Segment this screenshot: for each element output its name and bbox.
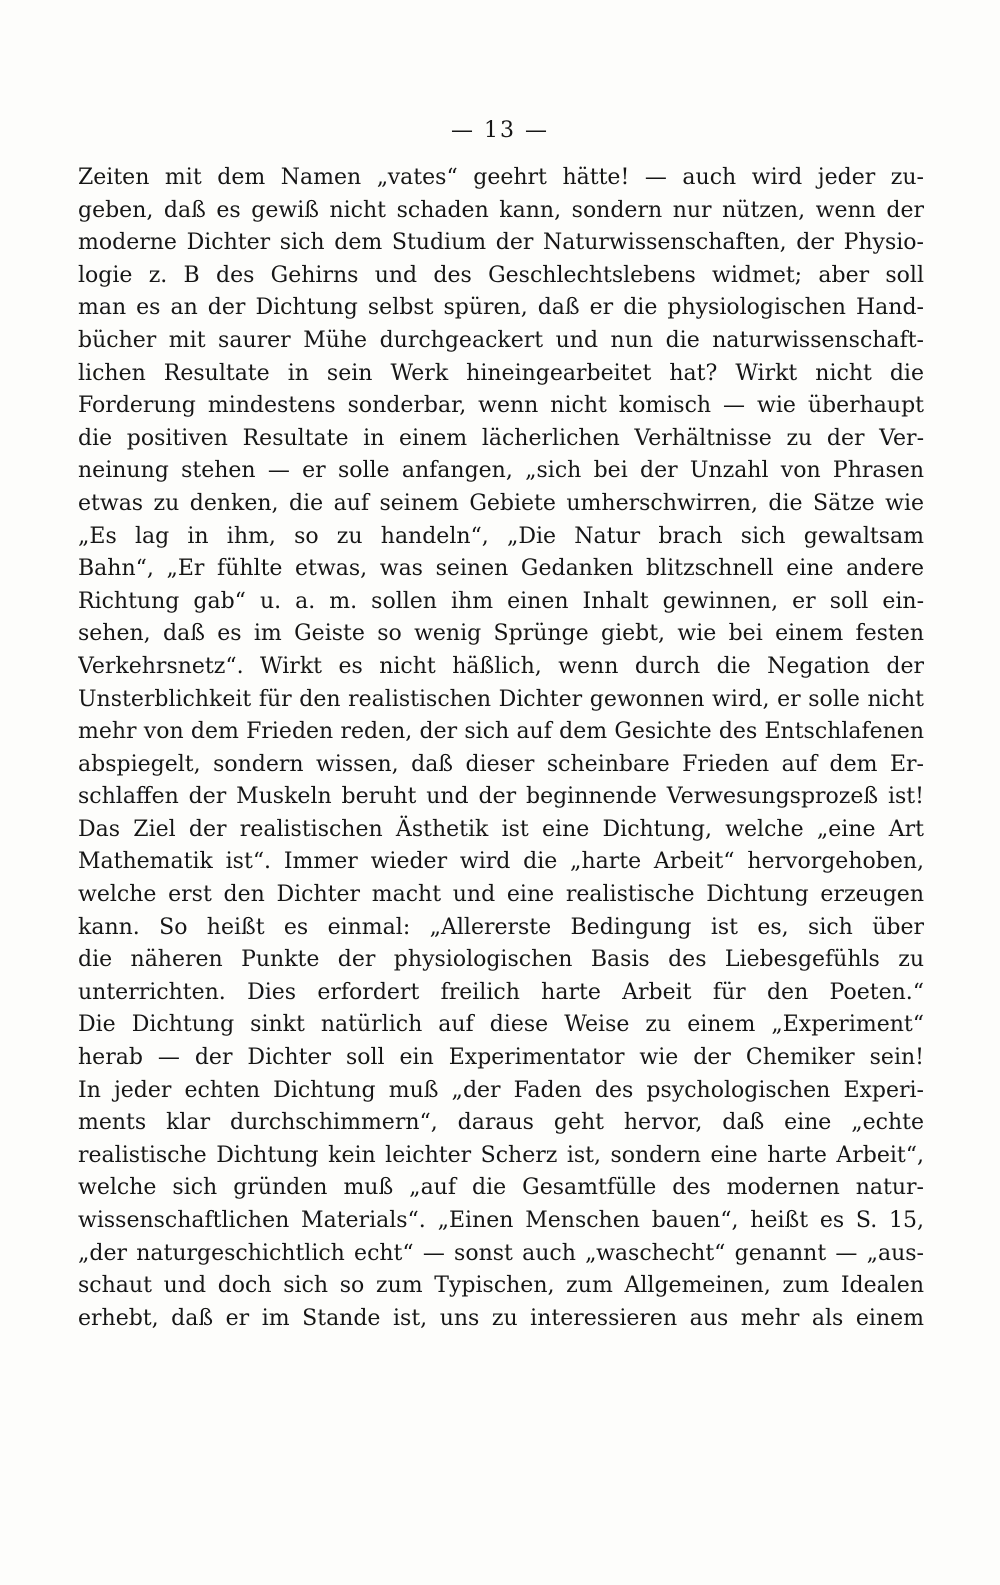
text-line: „der naturgeschichtlich echt“ — sonst auch „waschecht“ genannt — „aus- [78, 1240, 924, 1266]
text-line: abspiegelt, sondern wissen, daß dieser scheinbare Frieden auf dem Er- [78, 751, 924, 777]
text-line: sehen, daß es im Geiste so wenig Sprünge giebt, wie bei einem festen [78, 621, 924, 647]
text-line: Verkehrsnetz“. Wirkt es nicht häßlich, wenn durch die Negation der [78, 653, 924, 679]
text-line: schaut und doch sich so zum Typischen, zum Allgemeinen, zum Idealen [78, 1273, 924, 1299]
text-line: Mathematik ist“. Immer wieder wird die „harte Arbeit“ hervorgehoben, [78, 849, 924, 875]
page-number: — 13 — [451, 118, 549, 143]
text-line: In jeder echten Dichtung muß „der Faden des psychologischen Experi- [78, 1077, 924, 1103]
text-line: welche erst den Dichter macht und eine realistische Dichtung erzeugen [78, 882, 924, 908]
text-line: die näheren Punkte der physiologischen Basis des Liebesgefühls zu [78, 947, 924, 973]
text-line: bücher mit saurer Mühe durchgeackert und nun die naturwissenschaft- [78, 327, 924, 353]
text-line: Unsterblichkeit für den realistischen Dichter gewonnen wird, er solle nicht [78, 686, 924, 712]
text-line: man es an der Dichtung selbst spüren, daß er die physiologischen Hand- [78, 295, 924, 321]
text-line: erhebt, daß er im Stande ist, uns zu interessieren aus mehr als einem [78, 1305, 924, 1331]
text-line: Bahn“, „Er fühlte etwas, was seinen Gedanken blitzschnell eine andere [78, 556, 924, 582]
text-line: wissenschaftlichen Materials“. „Einen Menschen bauen“, heißt es S. 15, [78, 1208, 924, 1233]
text-line: Forderung mindestens sonderbar, wenn nicht komisch — wie überhaupt [78, 393, 924, 419]
text-line: neinung stehen — er solle anfangen, „sich bei der Unzahl von Phrasen [78, 458, 924, 484]
text-line: schlaffen der Muskeln beruht und der beginnende Verwesungsprozeß ist! [78, 784, 924, 810]
text-line: Richtung gab“ u. a. m. sollen ihm einen Inhalt gewinnen, er soll ein- [78, 588, 924, 614]
text-line: herab — der Dichter soll ein Experimentator wie der Chemiker sein! [78, 1045, 924, 1071]
text-line: realistische Dichtung kein leichter Scherz ist, sondern eine harte Arbeit“, [78, 1142, 924, 1168]
text-line: die positiven Resultate in einem lächerlichen Verhältnisse zu der Ver- [78, 425, 924, 451]
text-line: etwas zu denken, die auf seinem Gebiete umherschwirren, die Sätze wie [78, 490, 924, 516]
text-line: Das Ziel der realistischen Ästhetik ist eine Dichtung, welche „eine Art [78, 816, 924, 842]
text-line: lichen Resultate in sein Werk hineingearbeitet hat? Wirkt nicht die [78, 360, 924, 386]
text-line: geben, daß es gewiß nicht schaden kann, sondern nur nützen, wenn der [78, 197, 924, 223]
text-line: moderne Dichter sich dem Studium der Naturwissenschaften, der Physio- [78, 230, 924, 256]
text-line: Zeiten mit dem Namen „vates“ geehrt hätte! — auch wird jeder zu- [78, 165, 924, 190]
text-line: ments klar durchschimmern“, daraus geht hervor, daß eine „echte [78, 1110, 924, 1136]
text-line: Die Dichtung sinkt natürlich auf diese Weise zu einem „Experiment“ [78, 1012, 924, 1038]
text-line: kann. So heißt es einmal: „Allererste Bedingung ist es, sich über [78, 914, 924, 940]
text-line: welche sich gründen muß „auf die Gesamtfülle des modernen natur- [78, 1175, 924, 1201]
text-line: unterrichten. Dies erfordert freilich harte Arbeit für den Poeten.“ [78, 979, 924, 1005]
text-line: logie z. B des Gehirns und des Geschlechtslebens widmet; aber soll [78, 262, 924, 288]
text-line: „Es lag in ihm, so zu handeln“, „Die Natur brach sich gewaltsam [78, 523, 924, 549]
body-text [78, 162, 924, 1335]
text-line: mehr von dem Frieden reden, der sich auf dem Gesichte des Entschlafenen [78, 719, 924, 745]
